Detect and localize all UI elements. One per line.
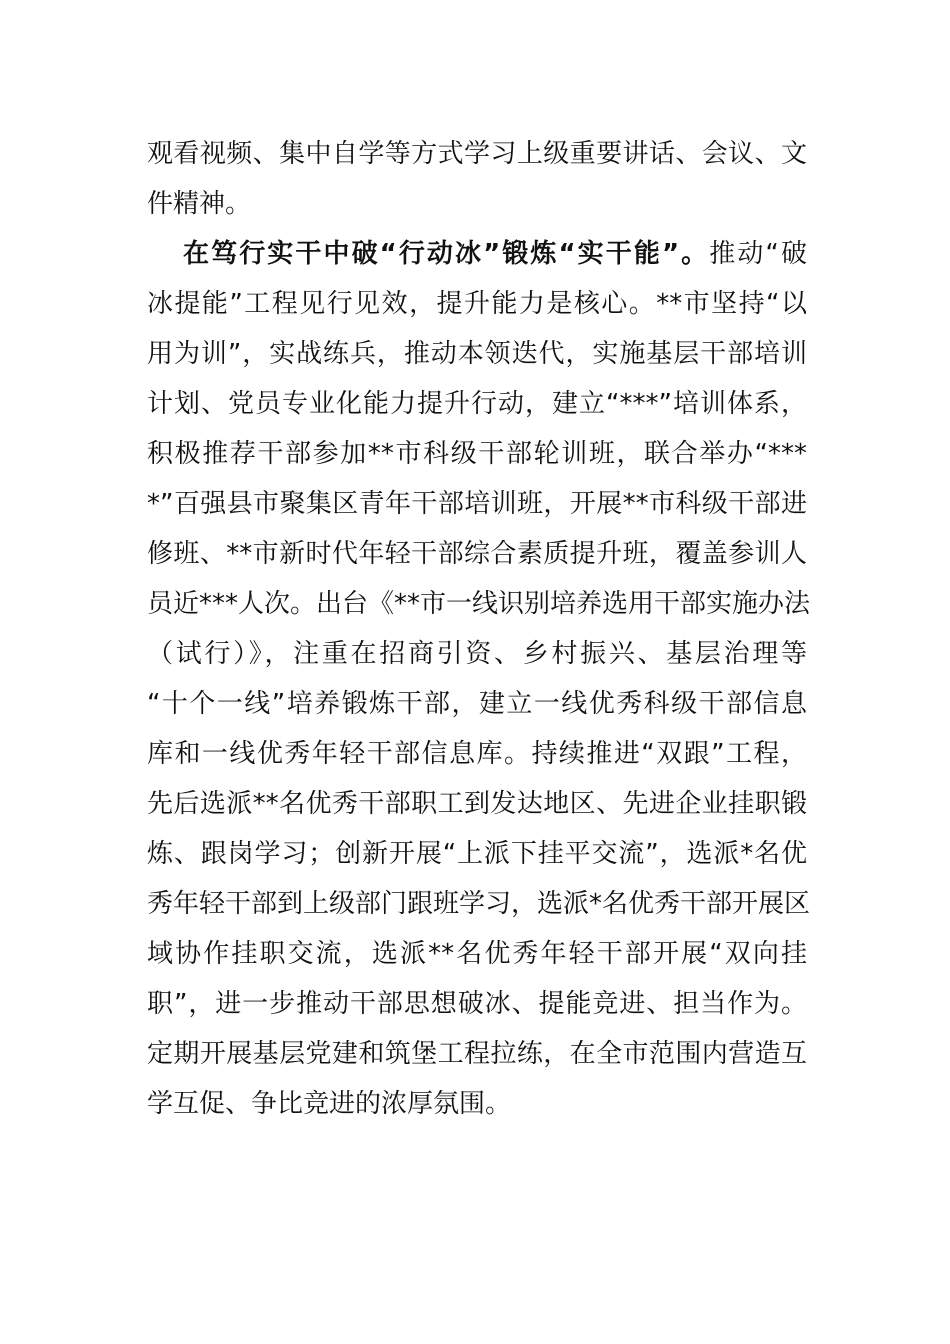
text-line: 学互促、争比竞进的浓厚氛围。: [147, 1089, 512, 1119]
text-line: 员近***人次。出台《**市一线识别培养选用干部实施办法: [147, 589, 811, 619]
paragraph-lead-line: [183, 229, 807, 279]
text-line: 件精神。: [147, 189, 252, 219]
text-line: 秀年轻干部到上级部门跟班学习，选派*名优秀干部开展区: [147, 889, 811, 919]
text-line: （试行）》，注重在招商引资、乡村振兴、基层治理等: [147, 639, 807, 669]
text-line: 定期开展基层党建和筑堡工程拉练，在全市范围内营造互: [147, 1039, 807, 1069]
text-line: 域协作挂职交流，选派**名优秀年轻干部开展“双向挂: [147, 939, 807, 969]
text-run: 推动“破: [709, 239, 807, 269]
text-line: 观看视频、集中自学等方式学习上级重要讲话、会议、文: [147, 139, 807, 169]
text-line: 修班、**市新时代年轻干部综合素质提升班，覆盖参训人: [147, 539, 807, 569]
text-line: 先后选派**名优秀干部职工到发达地区、先进企业挂职锻: [147, 789, 807, 819]
text-line: 炼、跟岗学习；创新开展“上派下挂平交流”，选派*名优: [147, 839, 807, 869]
text-line: 库和一线优秀年轻干部信息库。持续推进“双跟”工程，: [147, 739, 807, 769]
text-line: *”百强县市聚集区青年干部培训班，开展**市科级干部进: [147, 489, 807, 519]
paragraph-heading: 在笃行实干中破“行动冰”锻炼“实干能”。: [183, 239, 710, 269]
text-line: 职”，进一步推动干部思想破冰、提能竞进、担当作为。: [147, 989, 807, 1019]
text-line: “十个一线”培养锻炼干部，建立一线优秀科级干部信息: [147, 689, 807, 719]
text-line: 冰提能”工程见行见效，提升能力是核心。**市坚持“以: [147, 289, 807, 319]
text-line: 计划、党员专业化能力提升行动，建立“***”培训体系，: [147, 389, 807, 419]
text-line: 用为训”，实战练兵，推动本领迭代，实施基层干部培训: [147, 339, 807, 369]
text-line: 积极推荐干部参加**市科级干部轮训班，联合举办“***: [147, 439, 807, 469]
